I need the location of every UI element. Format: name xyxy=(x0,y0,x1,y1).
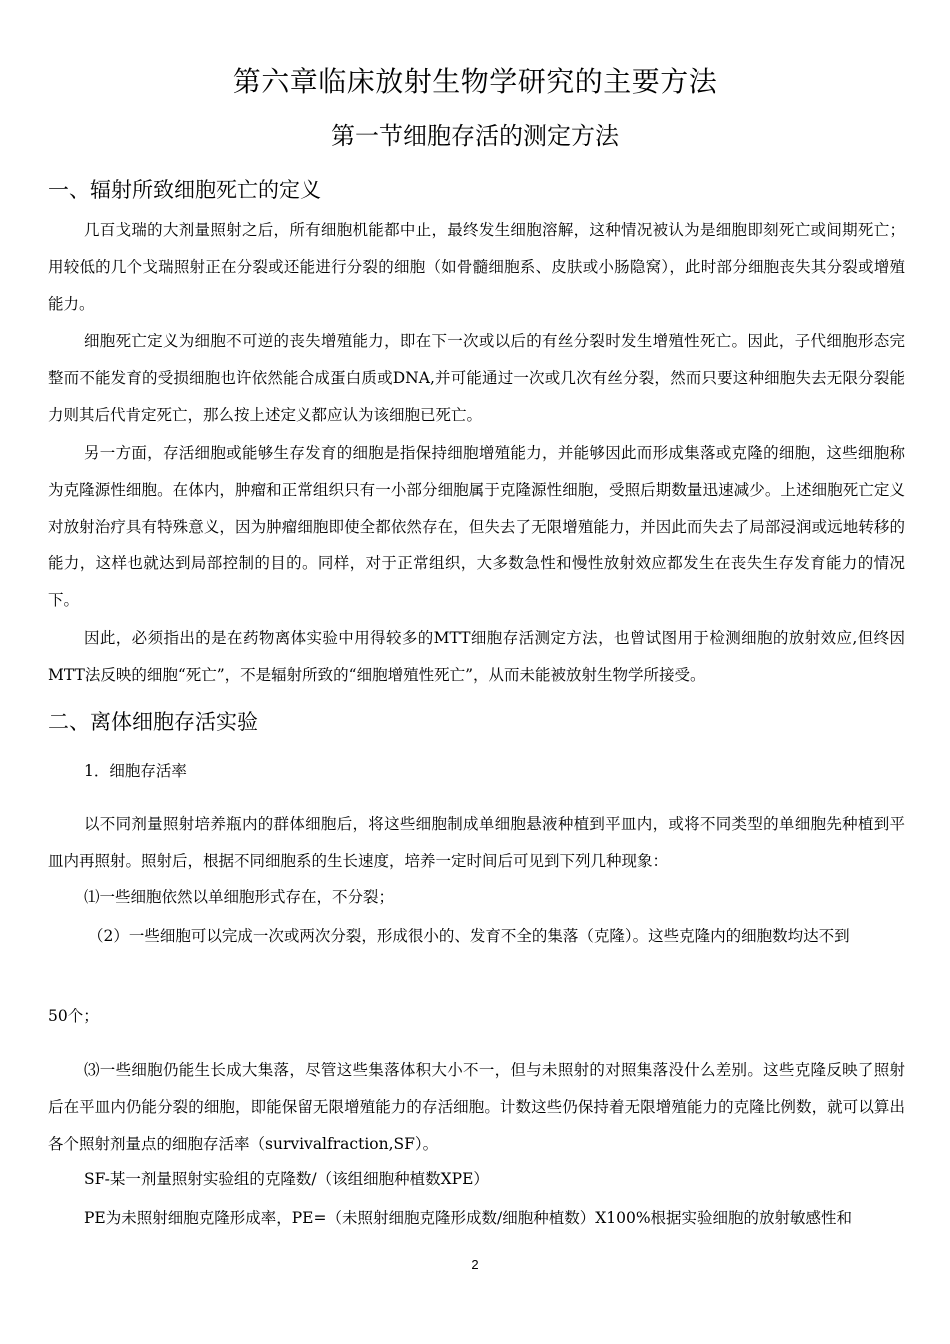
formula-pe: PE为未照射细胞克隆形成率，PE=（未照射细胞克隆形成数/细胞种植数）X100%根据实验细胞的放射敏感性和 xyxy=(84,1209,853,1227)
observation-2: （2）一些细胞可以完成一次或两次分裂，形成很小的、发育不全的集落（克隆）。这些克隆内的细胞数均达不到 xyxy=(88,927,850,945)
paragraph-3: 另一方面，存活细胞或能够生存发育的细胞是指保持细胞增殖能力，并能够因此而形成集落或克隆的细胞，这些细胞称为克隆源性细胞。在体内，肿瘤和正常组织只有一小部分细胞属于克隆源性细胞，受照后期数量迅速减少。上述细胞死亡定义对放射治疗具有特殊意义，因为肿瘤细胞即使全都依然存在，但失去了无限增殖能力，并因此而失去了局部浸润或远地转移的能力，这样也就达到局部控制的目的。同样，对于正常组织，大多数急性和慢性放射效应都发生在丧失生存发育能力的情况下。 xyxy=(48,444,905,610)
page-number: 2 xyxy=(471,1257,479,1272)
heading-cell-death-definition: 一、辐射所致细胞死亡的定义 xyxy=(48,178,321,202)
heading-in-vitro-survival: 二、离体细胞存活实验 xyxy=(48,710,258,734)
paragraph-1: 几百戈瑞的大剂量照射之后，所有细胞机能都中止，最终发生细胞溶解，这种情况被认为是细胞即刻死亡或间期死亡；用较低的几个戈瑞照射正在分裂或还能进行分裂的细胞（如骨髓细胞系、皮肤或小肠隐窝），此时部分细胞丧失其分裂或增殖能力。 xyxy=(48,221,905,313)
paragraph-4: 因此，必须指出的是在药物离体实验中用得较多的MTT细胞存活测定方法，也曾试图用于检测细胞的放射效应,但终因MTT法反映的细胞“死亡”，不是辐射所致的“细胞增殖性死亡”，从而未能被放射生物学所接受。 xyxy=(48,629,905,684)
chapter-title: 第六章临床放射生物学研究的主要方法 xyxy=(232,65,718,98)
paragraph-2: 细胞死亡定义为细胞不可逆的丧失增殖能力，即在下一次或以后的有丝分裂时发生增殖性死亡。因此，子代细胞形态完整而不能发育的受损细胞也许依然能合成蛋白质或DNA,并可能通过一次或几次有丝分裂，然而只要这种细胞失去无限分裂能力则其后代肯定死亡，那么按上述定义都应认为该细胞已死亡。 xyxy=(48,332,905,424)
paragraph-5: 以不同剂量照射培养瓶内的群体细胞后，将这些细胞制成单细胞悬液种植到平皿内，或将不同类型的单细胞先种植到平皿内再照射。照射后，根据不同细胞系的生长速度，培养一定时间后可见到下列几种现象： xyxy=(48,815,905,870)
observation-3: ⑶一些细胞仍能生长成大集落，尽管这些集落体积大小不一，但与未照射的对照集落没什么差别。这些克隆反映了照射后在平皿内仍能分裂的细胞，即能保留无限增殖能力的存活细胞。计数这些仍保持着无限增殖能力的克隆比例数，就可以算出各个照射剂量点的细胞存活率（survivalfraction,SF）。 xyxy=(48,1061,905,1153)
section-title: 第一节细胞存活的测定方法 xyxy=(331,122,619,150)
observation-1: ⑴一些细胞依然以单细胞形式存在，不分裂； xyxy=(84,888,395,906)
observation-2-tail: 50个； xyxy=(48,1007,99,1025)
item-cell-survival-rate: 1．细胞存活率 xyxy=(84,762,187,780)
formula-sf: SF-某一剂量照射实验组的克隆数/（该组细胞种植数XPE） xyxy=(84,1170,489,1188)
